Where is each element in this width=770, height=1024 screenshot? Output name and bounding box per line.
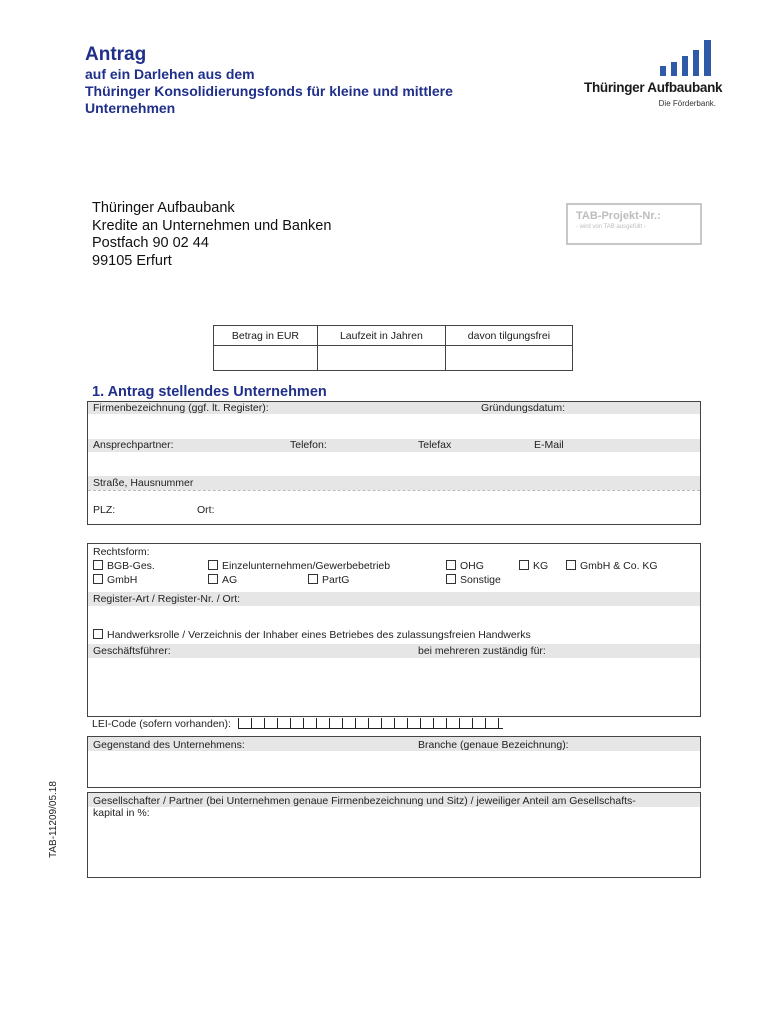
bank-logo bbox=[582, 38, 722, 118]
email-label: E-Mail bbox=[534, 439, 564, 451]
option-ag[interactable]: AG bbox=[208, 574, 237, 586]
checkbox[interactable] bbox=[446, 574, 456, 584]
checkbox[interactable] bbox=[93, 574, 103, 584]
handwerk-option[interactable]: Handwerksrolle / Verzeichnis der Inhaber eines Betriebes des zulassungsfreien Handwerks bbox=[93, 629, 531, 641]
founding-date-label: Gründungsdatum: bbox=[481, 402, 566, 414]
business-subject-label: Gegenstand des Unternehmens: bbox=[93, 739, 245, 751]
business-field[interactable] bbox=[88, 751, 700, 787]
grace-header: davon tilgungsfrei bbox=[445, 326, 572, 346]
firm-name-label: Firmenbezeichnung (ggf. lt. Register): bbox=[93, 402, 269, 414]
branch-label: Branche (genaue Bezeichnung): bbox=[418, 739, 569, 751]
contact-field[interactable] bbox=[88, 452, 700, 476]
shareholders-label-2: kapital in %: bbox=[93, 807, 150, 819]
checkbox[interactable] bbox=[208, 560, 218, 570]
option-gmbh-co-kg[interactable]: GmbH & Co. KG bbox=[566, 560, 658, 572]
checkbox[interactable] bbox=[93, 629, 103, 639]
checkbox[interactable] bbox=[308, 574, 318, 584]
checkbox[interactable] bbox=[566, 560, 576, 570]
logo-tagline: Die Förderbank. bbox=[658, 99, 716, 108]
option-bgb[interactable]: BGB-Ges. bbox=[93, 560, 155, 572]
grace-input[interactable] bbox=[445, 346, 572, 371]
contact-label: Ansprechpartner: bbox=[93, 439, 174, 451]
checkbox[interactable] bbox=[208, 574, 218, 584]
phone-label: Telefon: bbox=[290, 439, 327, 451]
firm-name-field[interactable] bbox=[88, 415, 700, 439]
legal-form-label: Rechtsform: bbox=[93, 546, 150, 558]
lei-label: LEI-Code (sofern vorhanden): bbox=[92, 718, 231, 730]
option-gmbh[interactable]: GmbH bbox=[93, 574, 137, 586]
managing-director-field[interactable] bbox=[88, 658, 700, 716]
amount-header: Betrag in EUR bbox=[214, 326, 318, 346]
section-title: 1. Antrag stellendes Unternehmen bbox=[92, 384, 327, 400]
term-input[interactable] bbox=[317, 346, 445, 371]
logo-name: Thüringer Aufbaubank bbox=[584, 80, 723, 95]
lei-code-field[interactable] bbox=[238, 718, 503, 729]
recipient-address: Thüringer Aufbaubank Kredite an Unternehmen und Banken Postfach 90 02 44 99105 Erfurt bbox=[92, 200, 332, 269]
option-partg[interactable]: PartG bbox=[308, 574, 349, 586]
responsible-for-label: bei mehreren zuständig für: bbox=[418, 645, 546, 657]
fax-label: Telefax bbox=[418, 439, 452, 451]
managing-director-label: Geschäftsführer: bbox=[93, 645, 171, 657]
zip-label: PLZ: bbox=[93, 504, 116, 516]
form-code: TAB-11209/05.18 bbox=[48, 781, 59, 858]
register-field[interactable] bbox=[88, 606, 700, 628]
option-ohg[interactable]: OHG bbox=[446, 560, 484, 572]
option-sonstige[interactable]: Sonstige bbox=[446, 574, 501, 586]
street-label: Straße, Hausnummer bbox=[93, 477, 194, 489]
city-label: Ort: bbox=[197, 504, 215, 516]
form-title: Antrag bbox=[85, 44, 147, 65]
option-einzel[interactable]: Einzelunternehmen/Gewerbebetrieb bbox=[208, 560, 390, 572]
checkbox[interactable] bbox=[519, 560, 529, 570]
checkbox[interactable] bbox=[446, 560, 456, 570]
lei-code-row bbox=[92, 718, 503, 730]
business-box bbox=[87, 736, 701, 788]
loan-amount-table bbox=[213, 325, 573, 371]
amount-input[interactable] bbox=[214, 346, 318, 371]
shareholders-box bbox=[87, 792, 701, 878]
checkbox[interactable] bbox=[93, 560, 103, 570]
form-subtitle: auf ein Darlehen aus dem Thüringer Konsolidierungsfonds für kleine und mittlere Unternehmen bbox=[85, 66, 453, 116]
legal-box bbox=[87, 543, 701, 717]
register-label: Register-Art / Register-Nr. / Ort: bbox=[93, 593, 241, 605]
option-kg[interactable]: KG bbox=[519, 560, 548, 572]
shareholders-label-1: Gesellschafter / Partner (bei Unternehmen genaue Firmenbezeichnung und Sitz) / jeweiliger Anteil am Gesellschafts- bbox=[93, 795, 636, 807]
shareholders-field[interactable] bbox=[88, 821, 700, 877]
project-number-box: TAB-Projekt-Nr.: - wird von TAB ausgefüllt - bbox=[566, 203, 702, 245]
term-header: Laufzeit in Jahren bbox=[317, 326, 445, 346]
company-box bbox=[87, 401, 701, 525]
